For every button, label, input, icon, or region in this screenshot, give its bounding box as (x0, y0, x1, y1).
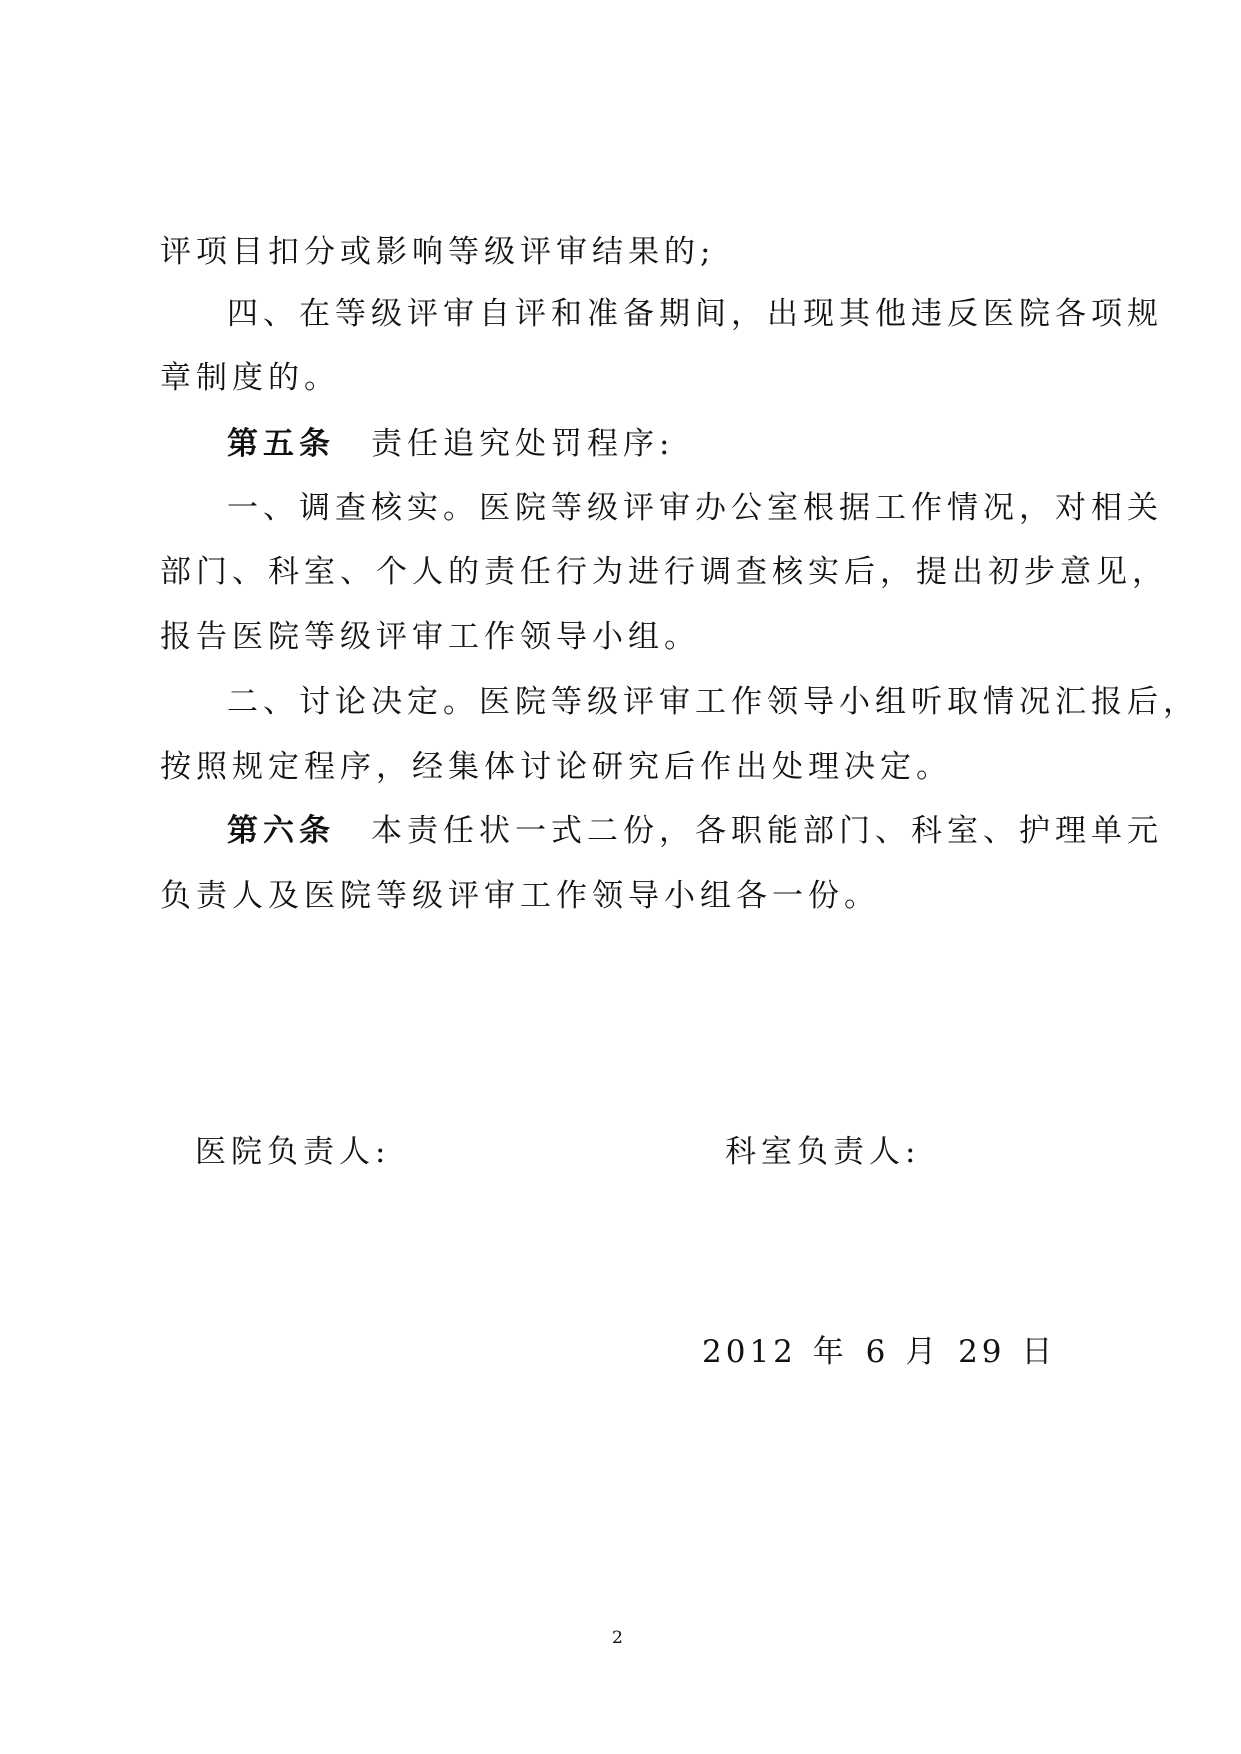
date-day: 29 (958, 1334, 1006, 1370)
department-signature-label: 科室负责人: (725, 1134, 921, 1170)
date-month: 6 (865, 1334, 890, 1370)
text-line: 部门、科室、个人的责任行为进行调查核实后，提出初步意见， (160, 554, 1168, 590)
date-year-unit: 年 (812, 1334, 850, 1370)
text-line: 报告医院等级评审工作领导小组。 (160, 619, 700, 655)
article-5-text: 责任追究处罚程序: (371, 426, 675, 462)
text-line: 评项目扣分或影响等级评审结果的; (160, 234, 716, 270)
article-6-line (227, 813, 1163, 849)
date-day-unit: 日 (1021, 1334, 1059, 1370)
article-5-heading: 第五条 (227, 426, 335, 462)
text-line: 章制度的。 (160, 360, 340, 396)
article-6-text: 本责任状一式二份，各职能部门、科室、护理单元 (371, 813, 1163, 849)
text-line: 负责人及医院等级评审工作领导小组各一份。 (160, 878, 880, 914)
text-line: 按照规定程序，经集体讨论研究后作出处理决定。 (160, 749, 952, 785)
article-5-line (227, 426, 675, 462)
date-month-unit: 月 (905, 1334, 943, 1370)
page-number: 2 (612, 1628, 623, 1648)
article-6-heading: 第六条 (227, 813, 335, 849)
text-line: 一、调查核实。医院等级评审办公室根据工作情况，对相关 (227, 490, 1163, 526)
date-year: 2012 (702, 1334, 797, 1370)
text-line: 二、讨论决定。医院等级评审工作领导小组听取情况汇报后， (227, 684, 1199, 720)
hospital-signature-label: 医院负责人: (195, 1134, 391, 1170)
signing-date (702, 1334, 1059, 1370)
text-line: 四、在等级评审自评和准备期间，出现其他违反医院各项规 (227, 296, 1163, 332)
